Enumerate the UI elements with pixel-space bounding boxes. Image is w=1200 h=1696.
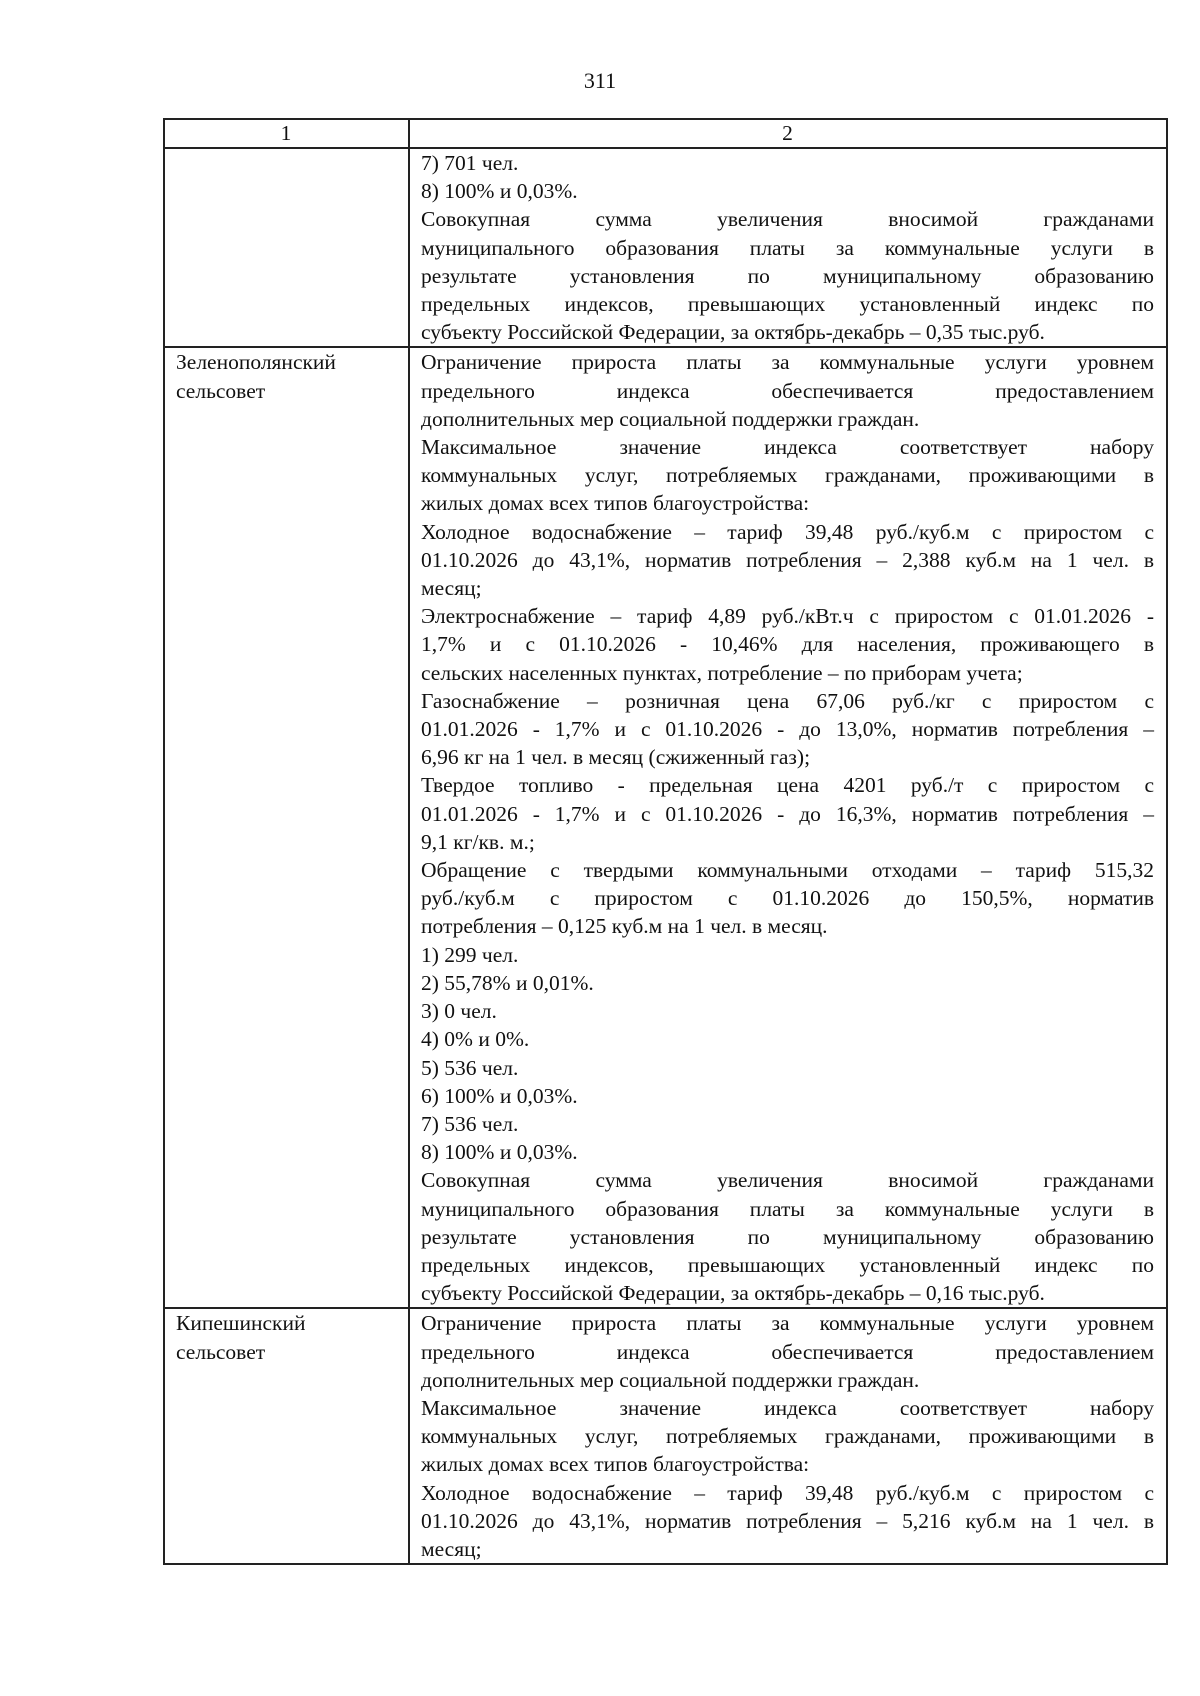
description-line: субъекту Российской Федерации, за октябрь-декабрь – 0,16 тыс.руб. — [421, 1281, 1045, 1306]
description-line: предельных индексов, превышающих установленный индекс по — [421, 292, 1154, 317]
description-line: сельских населенных пунктах, потребление – по приборам учета; — [421, 660, 1023, 685]
description-line: результате установления по муниципальному образованию — [421, 1224, 1154, 1249]
municipality-name-line: сельсовет — [176, 378, 266, 403]
column-header-2: 2 — [409, 119, 1167, 148]
table-body — [164, 148, 1167, 1564]
description-line: 01.01.2026 - 1,7% и с 01.10.2026 - до 16,3%, норматив потребления – — [421, 801, 1154, 826]
description-line: 1) 299 чел. — [421, 942, 519, 967]
description-line: Обращение с твердыми коммунальными отходами – тариф 515,32 — [421, 858, 1154, 883]
description-cell — [409, 347, 1167, 1308]
description-line: месяц; — [421, 576, 482, 601]
description-line: Холодное водоснабжение – тариф 39,48 руб./куб.м с приростом с — [421, 1480, 1154, 1505]
description-line: Газоснабжение – розничная цена 67,06 руб./кг с приростом с — [421, 688, 1154, 713]
description-line: руб./куб.м с приростом с 01.10.2026 до 150,5%, норматив — [421, 886, 1154, 911]
description-line: предельного индекса обеспечивается предоставлением — [421, 1339, 1154, 1364]
table-row — [164, 1308, 1167, 1564]
description-line: 01.01.2026 - 1,7% и с 01.10.2026 - до 13,0%, норматив потребления – — [421, 717, 1154, 742]
description-line: результате установления по муниципальному образованию — [421, 263, 1154, 288]
page-number: 311 — [583, 68, 617, 93]
description-line: дополнительных мер социальной поддержки граждан. — [421, 1367, 920, 1392]
description-line: потребления – 0,125 куб.м на 1 чел. в месяц. — [421, 914, 828, 939]
description-line: жилых домах всех типов благоустройства: — [421, 491, 810, 516]
municipality-name-cell — [164, 347, 409, 1308]
municipality-name-cell — [164, 148, 409, 347]
description-line: 01.10.2026 до 43,1%, норматив потребления – 2,388 куб.м на 1 чел. в — [421, 547, 1154, 572]
description-line: 7) 701 чел. — [421, 151, 519, 175]
description-line: жилых домах всех типов благоустройства: — [421, 1452, 810, 1477]
municipality-name-line: Зеленополянский — [176, 350, 336, 375]
description-line: месяц; — [421, 1536, 482, 1561]
description-line: 4) 0% и 0%. — [421, 1027, 530, 1052]
municipality-name-line: Кипешинский — [176, 1311, 306, 1336]
description-line: муниципального образования платы за коммунальные услуги в — [421, 1196, 1154, 1221]
description-line: Максимальное значение индекса соответствует набору — [421, 1395, 1154, 1420]
description-line: предельного индекса обеспечивается предоставлением — [421, 378, 1154, 403]
description-line: муниципального образования платы за коммунальные услуги в — [421, 235, 1154, 260]
description-line: Совокупная сумма увеличения вносимой гражданами — [421, 207, 1154, 232]
description-line: Твердое топливо - предельная цена 4201 руб./т с приростом с — [421, 773, 1154, 798]
description-line: 01.10.2026 до 43,1%, норматив потребления – 5,216 куб.м на 1 чел. в — [421, 1508, 1154, 1533]
description-line: Совокупная сумма увеличения вносимой гражданами — [421, 1168, 1154, 1193]
description-line: 8) 100% и 0,03%. — [421, 179, 578, 204]
description-line: коммунальных услуг, потребляемых гражданами, проживающими в — [421, 1424, 1154, 1449]
description-cell — [409, 148, 1167, 347]
description-line: 3) 0 чел. — [421, 999, 497, 1024]
description-line: 5) 536 чел. — [421, 1055, 519, 1080]
description-cell — [409, 1308, 1167, 1564]
description-line: 1,7% и с 01.10.2026 - 10,46% для населения, проживающего в — [421, 632, 1154, 657]
description-line: 7) 536 чел. — [421, 1111, 519, 1136]
description-line: 2) 55,78% и 0,01%. — [421, 970, 594, 995]
description-line: 8) 100% и 0,03%. — [421, 1140, 578, 1165]
description-line: Максимальное значение индекса соответствует набору — [421, 435, 1154, 460]
description-line: субъекту Российской Федерации, за октябрь-декабрь – 0,35 тыс.руб. — [421, 320, 1045, 345]
description-line: коммунальных услуг, потребляемых гражданами, проживающими в — [421, 463, 1154, 488]
municipality-name-cell — [164, 1308, 409, 1564]
description-line: Электроснабжение – тариф 4,89 руб./кВт.ч с приростом с 01.01.2026 - — [421, 604, 1154, 629]
description-line: Ограничение прироста платы за коммунальные услуги уровнем — [421, 350, 1154, 375]
description-line: 6) 100% и 0,03%. — [421, 1083, 578, 1108]
description-line: 9,1 кг/кв. м.; — [421, 829, 535, 854]
description-line: дополнительных мер социальной поддержки граждан. — [421, 406, 920, 431]
table-row — [164, 347, 1167, 1308]
document-table — [163, 118, 1168, 1565]
description-line: предельных индексов, превышающих установленный индекс по — [421, 1252, 1154, 1277]
table-row — [164, 148, 1167, 347]
municipality-name-line: сельсовет — [176, 1339, 266, 1364]
column-header-1: 1 — [164, 119, 409, 148]
table-header-row — [164, 119, 1167, 148]
description-line: Ограничение прироста платы за коммунальные услуги уровнем — [421, 1311, 1154, 1336]
description-line: Холодное водоснабжение – тариф 39,48 руб./куб.м с приростом с — [421, 519, 1154, 544]
description-line: 6,96 кг на 1 чел. в месяц (сжиженный газ); — [421, 745, 811, 770]
